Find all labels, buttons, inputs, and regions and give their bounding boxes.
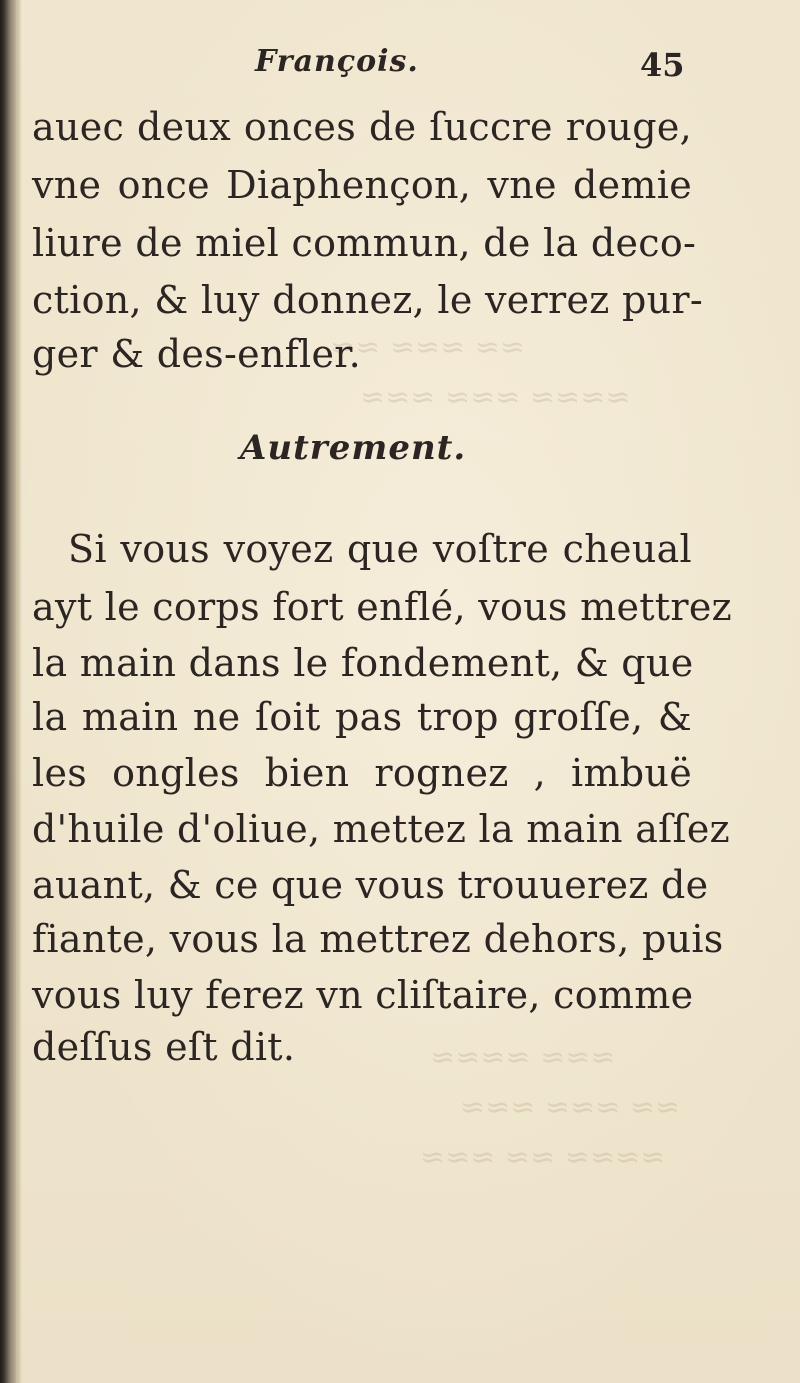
- text-line: ayt le corps fort enflé, vous mettrez: [32, 585, 732, 629]
- text-line: auant, & ce que vous trouuerez de: [32, 863, 709, 907]
- text-line: ction, & luy donnez, le verrez pur-: [32, 278, 704, 322]
- text-line: Si vous voyez que voſtre cheual: [68, 527, 692, 571]
- bleed-through-ink: ≈≈≈ ≈≈≈≈: [430, 1040, 616, 1075]
- text-line: vous luy ferez vn cliſtaire, comme: [32, 973, 694, 1017]
- text-line: auec deux onces de ſuccre rouge,: [32, 105, 692, 149]
- running-title: François.: [255, 44, 419, 79]
- page-edge: [16, 0, 19, 1383]
- text-line: liure de miel commun, de la deco-: [32, 221, 697, 265]
- text-line: fiante, vous la mettrez dehors, puis: [32, 917, 724, 961]
- text-line: la main ne ſoit pas trop groſſe, &: [32, 695, 692, 739]
- text-line: deſſus eſt dit.: [32, 1025, 296, 1069]
- section-heading: Autrement.: [240, 428, 467, 468]
- text-line: d'huile d'oliue, mettez la main aſſez: [32, 807, 730, 851]
- bleed-through-ink: ≈≈ ≈≈≈ ≈≈: [330, 330, 526, 365]
- bleed-through-ink: ≈≈ ≈≈≈ ≈≈≈: [460, 1090, 681, 1125]
- page-header: [0, 44, 800, 94]
- text-line: ger & des-enfler.: [32, 332, 361, 376]
- bleed-through-ink: ≈≈≈≈ ≈≈ ≈≈≈: [420, 1140, 666, 1175]
- bleed-through-ink: ≈≈≈≈ ≈≈≈ ≈≈≈: [360, 380, 631, 415]
- page-number: 45: [640, 46, 685, 84]
- text-line: les ongles bien rognez , imbuë: [32, 751, 692, 795]
- text-line: vne once Diaphençon, vne demie: [32, 163, 692, 207]
- text-line: la main dans le fondement, & que: [32, 641, 694, 685]
